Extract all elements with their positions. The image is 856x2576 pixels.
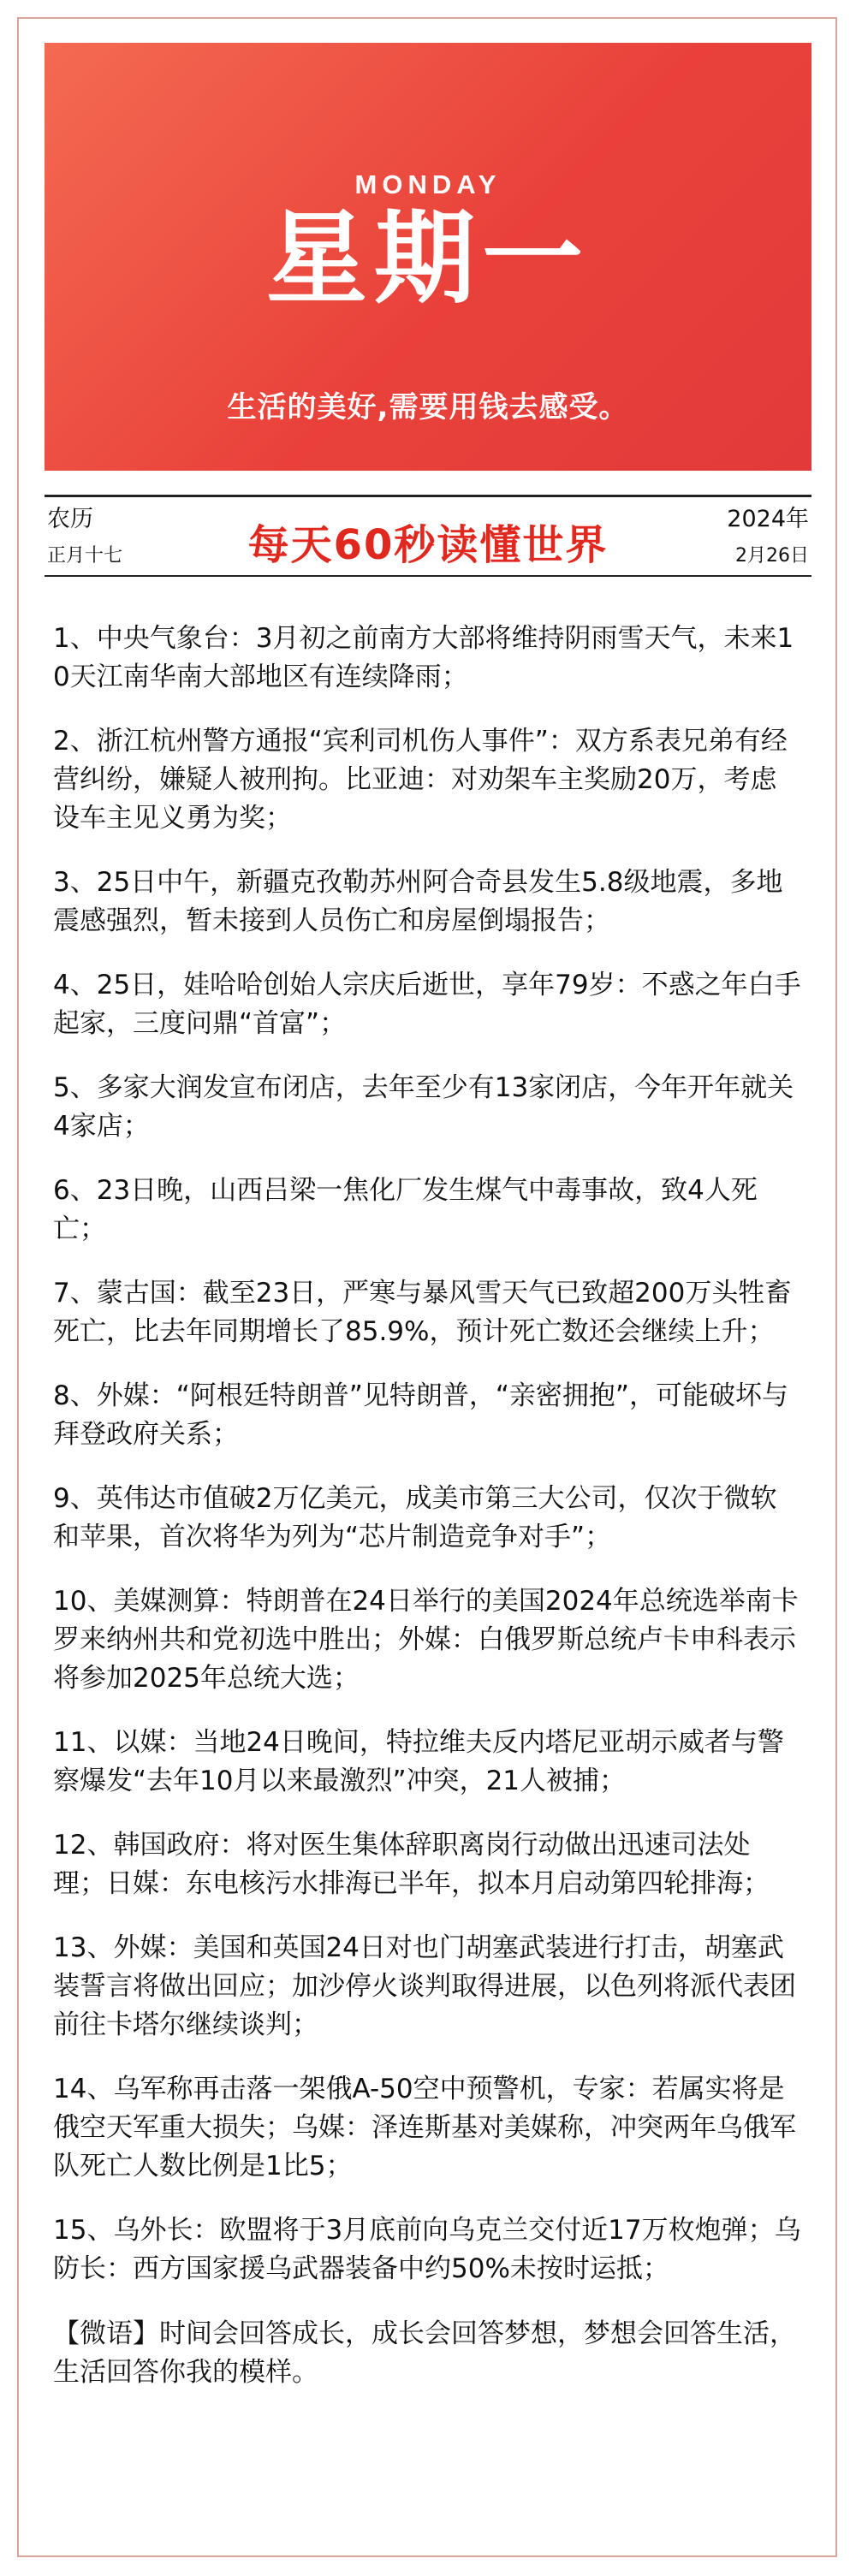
lunar-date: 正月十七: [47, 545, 123, 567]
news-item: 10、美媒测算：特朗普在24日举行的美国2024年总统选举南卡罗来纳州共和党初选中胜出；外媒：白俄罗斯总统卢卡申科表示将参加2025年总统大选；: [53, 1586, 799, 1694]
news-item: 4、25日，娃哈哈创始人宗庆后逝世，享年79岁：不惑之年白手起家，三度问鼎“首富”；: [53, 970, 801, 1039]
header-top-rule: [45, 495, 811, 497]
day-banner: [45, 43, 811, 471]
news-item: 2、浙江杭州警方通报“宾利司机伤人事件”：双方系表兄弟有经营纠纷，嫌疑人被刑拘。比亚迪：对劝架车主奖励20万，考虑设车主见义勇为奖；: [53, 726, 788, 834]
news-item: 3、25日中午，新疆克孜勒苏州阿合奇县发生5.8级地震，多地震感强烈，暂未接到人员伤亡和房屋倒塌报告；: [53, 867, 783, 936]
news-item: 7、蒙古国：截至23日，严寒与暴风雪天气已致超200万头牲畜死亡，比去年同期增长了85.9%，预计死亡数还会继续上升；: [53, 1278, 792, 1347]
news-item: 9、英伟达市值破2万亿美元，成美市第三大公司，仅次于微软和苹果，首次将华为列为“芯片制造竞争对手”；: [53, 1483, 777, 1552]
news-item: 11、以媒：当地24日晚间，特拉维夫反内塔尼亚胡示威者与警察爆发“去年10月以来最激烈”冲突，21人被捕；: [53, 1727, 784, 1796]
news-item: 6、23日晚，山西吕梁一焦化厂发生煤气中毒事故，致4人死亡；: [53, 1175, 758, 1244]
news-item: 15、乌外长：欧盟将于3月底前向乌克兰交付近17万枚炮弹；乌防长：西方国家援乌武器装备中约50%未按时运抵；: [53, 2215, 801, 2284]
weekday-chinese: 星期一: [265, 199, 590, 318]
news-item: 13、外媒：美国和英国24日对也门胡塞武装进行打击，胡塞武装誓言将做出回应；加沙停火谈判取得进展，以色列将派代表团前往卡塔尔继续谈判；: [53, 1932, 796, 2040]
page-title: 每天60秒读懂世界: [247, 521, 609, 569]
daily-quote: 【微语】时间会回答成长，成长会回答梦想，梦想会回答生活，生活回答你我的模样。: [53, 2318, 796, 2388]
lunar-label: 农历: [47, 506, 93, 532]
year-label: 2024年: [727, 506, 809, 532]
news-list: [53, 620, 803, 2419]
date-label: 2月26日: [735, 545, 809, 567]
news-item: 1、中央气象台：3月初之前南方大部将维持阴雨雪天气，未来10天江南华南大部地区有连续降雨；: [53, 623, 794, 692]
news-item: 5、多家大润发宣布闭店，去年至少有13家闭店，今年开年就关4家店；: [53, 1072, 794, 1142]
news-item: 14、乌军称再击落一架俄A-50空中预警机，专家：若属实将是俄空天军重大损失；乌媒：泽连斯基对美媒称，冲突两年乌俄军队死亡人数比例是1比5；: [53, 2074, 796, 2181]
news-item: 8、外媒：“阿根廷特朗普”见特朗普，“亲密拥抱”，可能破坏与拜登政府关系；: [53, 1380, 788, 1450]
banner-motto: 生活的美好,需要用钱去感受。: [227, 390, 629, 424]
news-item: 12、韩国政府：将对医生集体辞职离岗行动做出迅速司法处理；日媒：东电核污水排海已半年，拟本月启动第四轮排海；: [53, 1830, 770, 1899]
weekday-english: MONDAY: [354, 169, 502, 199]
header-bottom-rule: [45, 575, 811, 577]
